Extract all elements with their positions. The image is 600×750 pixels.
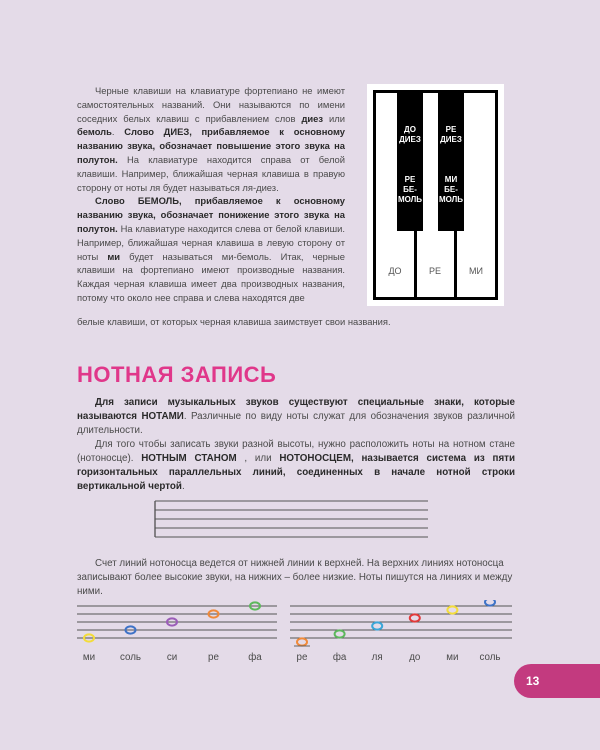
note-head-соль: [485, 600, 495, 606]
note-label: соль: [119, 652, 142, 663]
note-label: фа: [248, 652, 262, 663]
note-label: си: [166, 652, 178, 663]
text-run: На клавиатуре находится слева от белой клавиши. Например, ближайшая черная клавиша в левую сторону от ноты: [77, 222, 345, 262]
note-label: фа: [332, 652, 347, 663]
key-label: МИ: [444, 175, 458, 184]
text-bold: диез: [301, 112, 324, 124]
text-bold: Слово БЕМОЛЬ, прибавляемое к основному названию звука, обозначает понижение этого звука на полутон.: [77, 195, 345, 234]
key-label: МОЛЬ: [397, 195, 423, 204]
intro-tail-line: белые клавиши, от которых черная клавиша заимствует свои названия.: [77, 316, 391, 327]
notation-paragraph-2: [77, 438, 515, 494]
note-label: ре: [296, 652, 308, 663]
page-number: 13: [526, 674, 540, 688]
white-key-label: РЕ: [428, 266, 442, 276]
key-label: ДИЕЗ: [440, 135, 462, 144]
staff-description: [77, 557, 515, 599]
staff-paragraph: Счет линий нотоносца ведется от нижней линии к верхней. На верхних линиях нотоносца записывают более высокие звуки, на нижних – более низкие. Ноты пишутся на линиях и между ними.: [77, 558, 513, 597]
piano-svg: [367, 84, 504, 306]
note-label: ля: [371, 652, 383, 663]
section-title: НОТНАЯ ЗАПИСЬ: [77, 362, 277, 387]
key-label: БЕ-: [444, 185, 458, 194]
note-label: ми: [446, 652, 459, 663]
note-head-фа: [335, 630, 345, 637]
note-head-ми: [447, 606, 457, 613]
notation-text: [77, 396, 515, 494]
text-run: Для того чтобы записать звуки разной высоты, нужно расположить ноты на нотном стане (нотоносце).: [77, 439, 515, 464]
text-run: или: [323, 112, 345, 124]
text-bold: НОТНЫМ СТАНОМ: [141, 453, 237, 464]
black-key-do-sharp: [397, 93, 423, 231]
left-staff: [77, 600, 277, 650]
key-label: ДО: [404, 125, 416, 134]
intro-text: [77, 84, 345, 305]
key-label: МОЛЬ: [438, 195, 464, 204]
text-bold: ми: [107, 250, 121, 262]
piano-keyboard-diagram: [367, 84, 504, 306]
intro-paragraph-1: [77, 84, 345, 194]
black-key-re-sharp: [438, 93, 464, 231]
text-run: .: [111, 126, 125, 138]
note-label: до: [409, 652, 421, 663]
empty-staff: [154, 499, 428, 541]
page-number-tab: [514, 664, 600, 698]
key-label: ДИЕЗ: [399, 135, 421, 144]
text-run: , или: [236, 453, 280, 464]
text-run: Черные клавиши на клавиатуре фортепиано не имеют самостоятельных названий. Они называются по имени соседних белых клавиш с прибавлением слов: [77, 85, 345, 124]
note-label: ре: [208, 652, 219, 663]
text-run: . Различные по виду ноты служат для обозначения звуков различной длительности.: [77, 411, 515, 436]
note-label: соль: [479, 652, 501, 663]
key-label: РЕ: [404, 175, 416, 184]
text-run: будет называться ми-бемоль. Итак, черные клавиши на фортепиано имеют производные названия. Каждая черная клавиша имеет два производных названия, потому что около нее справа и слева находятся две: [77, 250, 345, 303]
text-bold: НОТОНОСЦЕМ, называется система из пяти горизонтальных параллельных линий, соединенных в начале нотной строки вертикальной чертой: [77, 453, 515, 492]
text-bold: бемоль: [77, 126, 112, 138]
note-head-ре: [297, 638, 307, 645]
text-bold: Для записи музыкальных звуков существуют специальные знаки, которые называются НОТАМИ: [77, 397, 515, 422]
white-key-label: ДО: [388, 266, 402, 276]
note-label: ми: [82, 652, 96, 663]
note-head-ля: [372, 622, 382, 629]
notation-paragraph-1: [77, 396, 515, 438]
white-key-label: МИ: [469, 266, 483, 276]
text-run: .: [181, 481, 185, 492]
key-label: БЕ-: [403, 185, 417, 194]
right-staff: [290, 600, 512, 650]
note-head-до: [410, 614, 420, 621]
intro-paragraph-2: [77, 194, 345, 304]
text-bold: Слово ДИЕЗ, прибавляемое к основному названию звука, обозначает повышение этого звука на полутон.: [77, 126, 345, 165]
text-run: На клавиатуре находится справа от белой клавиши. Например, ближайшая черная клавиша в правую сторону от ноты ля будет называться ля-диез.: [77, 153, 345, 193]
key-label: РЕ: [445, 125, 457, 134]
